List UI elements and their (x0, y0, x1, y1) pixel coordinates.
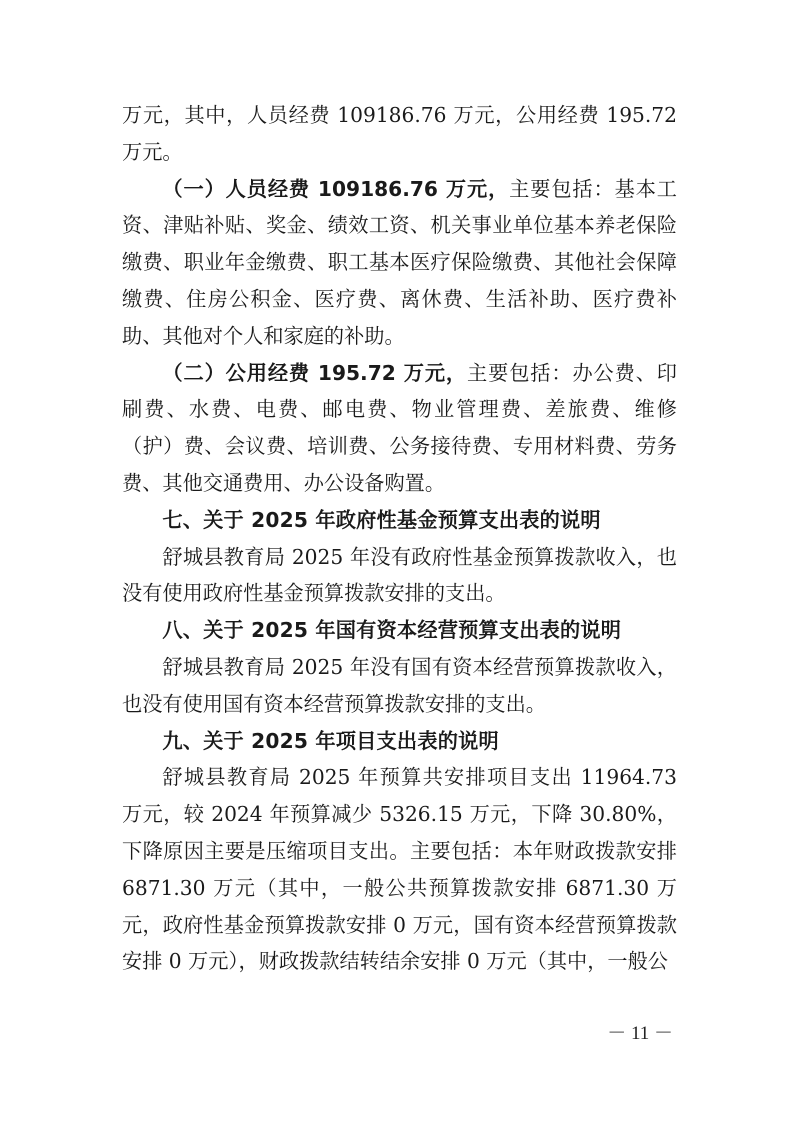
document-body (122, 97, 677, 980)
personnel-expense-label: （一）人员经费 109186.76 万元， (162, 176, 510, 201)
page-number: － 11 － (607, 1023, 673, 1044)
public-expense-label: （二）公用经费 195.72 万元， (162, 360, 468, 385)
section-8-body: 舒城县教育局 2025 年没有国有资本经营预算拨款收入，也没有使用国有资本经营预算拨款安排的支出。 (122, 654, 677, 716)
section-7-body: 舒城县教育局 2025 年没有政府性基金预算拨款收入，也没有使用政府性基金预算拨款安排的支出。 (122, 544, 677, 606)
section-8-heading: 八、关于 2025 年国有资本经营预算支出表的说明 (162, 618, 622, 643)
personnel-expense-text: 主要包括：基本工资、津贴补贴、奖金、绩效工资、机关事业单位基本养老保险缴费、职业年金缴费、职工基本医疗保险缴费、其他社会保障缴费、住房公积金、医疗费、离休费、生活补助、医疗费补助、其他对个人和家庭的补助。 (122, 176, 677, 348)
intro-paragraph: 万元，其中，人员经费 109186.76 万元，公用经费 195.72 万元。 (122, 103, 677, 164)
section-9-body: 舒城县教育局 2025 年预算共安排项目支出 11964.73 万元，较 2024 年预算减少 5326.15 万元，下降 30.80%，下降原因主要是压缩项目支出。主要包括：本年财政拨款安排 6871.30 万元（其中，一般公共预算拨款安排 6871.30 万元，政府性基金预算拨款安排 0 万元，国有资本经营预算拨款安排 0 万元），财政拨款结转结余安排 0 万元（其中，一般公 (122, 765, 677, 974)
public-expense-text: 主要包括：办公费、印刷费、水费、电费、邮电费、物业管理费、差旅费、维修（护）费、会议费、培训费、公务接待费、专用材料费、劳务费、其他交通费用、办公设备购置。 (122, 360, 677, 495)
personnel-expense-paragraph (122, 171, 677, 355)
public-expense-paragraph (122, 355, 677, 502)
section-9-heading: 九、关于 2025 年项目支出表的说明 (162, 728, 499, 753)
section-7-heading: 七、关于 2025 年政府性基金预算支出表的说明 (162, 507, 601, 532)
